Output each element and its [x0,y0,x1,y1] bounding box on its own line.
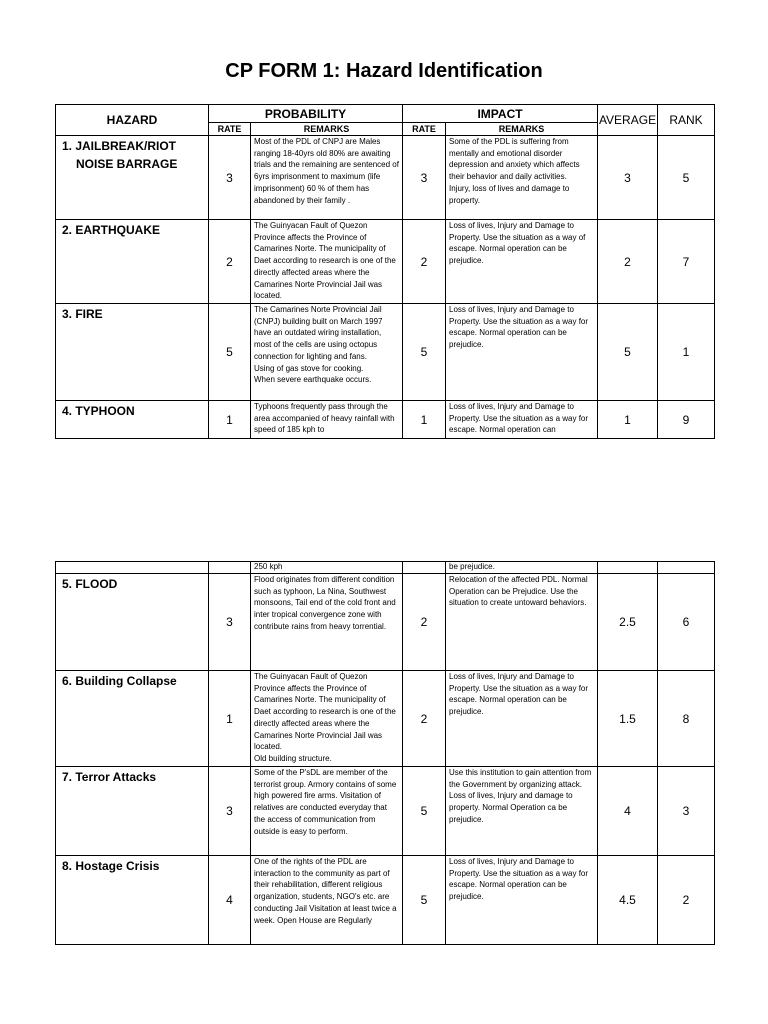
rank-value: 6 [658,574,715,671]
impact-remarks: Some of the PDL is suffering from mentally and emotional disorder depression and anxiety which affects their behavior and daily activities. Injury, loss of lives and damage to property. [446,136,598,220]
probability-rate: 1 [209,671,251,767]
hazard-name: 7. Terror Attacks [56,767,209,856]
impact-remarks: Use this institution to gain attention from the Government by organizing attack. Loss of lives, Injury and damage to property. Normal Operation ca be prejudice. [446,767,598,856]
header-impact-remarks: REMARKS [446,123,598,136]
impact-remarks: Loss of lives, Injury and Damage to Property. Use the situation as a way of escape. Normal operation can be prejudice. [446,220,598,304]
probability-remarks: The Guinyacan Fault of Quezon Province affects the Province of Camarines Norte. The municipality of Daet according to research is one of the directly affected areas where the Camarines Norte Provincial Jail was located. Old building structure. [251,671,403,767]
impact-remarks: Loss of lives, Injury and Damage to Property. Use the situation as a way for escape. Normal operation can be prejudice. [446,671,598,767]
rank-value: 9 [658,401,715,439]
probability-rate: 3 [209,136,251,220]
probability-remarks: Most of the PDL of CNPJ are Males ranging 18-40yrs old 80% are awaiting trials and the remaining are sentenced of 6yrs imprisonment to maximum (life imprisonment) 60 % of them has abandoned by their family . [251,136,403,220]
hazard-name: 3. FIRE [56,304,209,401]
impact-remarks: Loss of lives, Injury and Damage to Property. Use the situation as a way for escape. Normal operation can [446,401,598,439]
probability-rate: 4 [209,856,251,945]
table-row [56,220,715,304]
header-prob-rate: RATE [209,123,251,136]
page-title: CP FORM 1: Hazard Identification [225,60,543,82]
impact-rate: 2 [403,671,446,767]
impact-remarks: Loss of lives, Injury and Damage to Property. Use the situation as a way for escape. Normal operation can be prejudice. [446,304,598,401]
hazard-name-line2: NOISE BARRAGE [76,157,178,171]
header-average: AVERAGE [598,105,658,136]
impact-rate: 2 [403,220,446,304]
hazard-name: 6. Building Collapse [56,671,209,767]
continuation-prob-remarks: 250 kph [251,562,403,574]
header-rank: RANK [658,105,715,136]
hazard-name: 8. Hostage Crisis [56,856,209,945]
average-value: 2 [598,220,658,304]
probability-rate: 2 [209,220,251,304]
average-value: 5 [598,304,658,401]
table-row [56,136,715,220]
table-row [56,574,715,671]
probability-remarks: One of the rights of the PDL are interaction to the community as part of their rehabilitation, different religious organization, students, NGO's etc. are conducting Jail Visitation at least twice a week. Open House are Regularly [251,856,403,945]
rank-value: 5 [658,136,715,220]
header-probability: PROBABILITY [209,105,403,123]
impact-remarks: Relocation of the affected PDL. Normal Operation can be Prejudice. Use the situation to create untoward behaviors. [446,574,598,671]
probability-remarks: The Guinyacan Fault of Quezon Province affects the Province of Camarines Norte. The municipality of Daet according to research is one of the directly affected areas where the Camarines Norte Provincial Jail was located. [251,220,403,304]
average-value: 3 [598,136,658,220]
continuation-impact-remarks: be prejudice. [446,562,598,574]
rank-value: 3 [658,767,715,856]
table-row [56,401,715,439]
rank-value: 1 [658,304,715,401]
table-row [56,767,715,856]
table-row [56,856,715,945]
hazard-name: 2. EARTHQUAKE [56,220,209,304]
probability-rate: 1 [209,401,251,439]
table-row [56,304,715,401]
impact-rate: 2 [403,574,446,671]
rank-value: 8 [658,671,715,767]
average-value: 1 [598,401,658,439]
impact-remarks: Loss of lives, Injury and Damage to Property. Use the situation as a way for escape. Normal operation can be prejudice. [446,856,598,945]
average-value: 4 [598,767,658,856]
impact-rate: 5 [403,767,446,856]
header-impact: IMPACT [403,105,598,123]
probability-remarks: Typhoons frequently pass through the area accompanied of heavy rainfall with speed of 185 kph to [251,401,403,439]
probability-rate: 5 [209,304,251,401]
rank-value: 7 [658,220,715,304]
continuation-row [56,562,715,574]
average-value: 2.5 [598,574,658,671]
impact-rate: 5 [403,304,446,401]
average-value: 4.5 [598,856,658,945]
impact-rate: 5 [403,856,446,945]
probability-rate: 3 [209,574,251,671]
hazard-name: 1. JAILBREAK/RIOT [62,139,177,153]
average-value: 1.5 [598,671,658,767]
impact-rate: 1 [403,401,446,439]
table-row [56,671,715,767]
header-impact-rate: RATE [403,123,446,136]
probability-rate: 3 [209,767,251,856]
header-prob-remarks: REMARKS [251,123,403,136]
impact-rate: 3 [403,136,446,220]
probability-remarks: The Camarines Norte Provincial Jail (CNPJ) building built on March 1997 have an outdated wiring installation, most of the cells are using octopus connection for lighting and fans. Using of gas stove for cooking. When severe earthquake occurs. [251,304,403,401]
probability-remarks: Flood originates from different condition such as typhoon, La Nina, Southwest monsoons, Tail end of the cold front and inter tropical convergence zone with contribute rains from heavy torrential. [251,574,403,671]
hazard-table-page1 [55,104,715,439]
rank-value: 2 [658,856,715,945]
hazard-cell [56,136,209,220]
probability-remarks: Some of the P'sDL are member of the terrorist group. Armory contains of some high powered fire arms. Visitation of relatives are conducted everyday that the access of communication from outside is easy to perform. [251,767,403,856]
hazard-table-page2 [55,561,715,945]
header-hazard: HAZARD [56,105,209,136]
hazard-name: 4. TYPHOON [56,401,209,439]
hazard-name: 5. FLOOD [56,574,209,671]
